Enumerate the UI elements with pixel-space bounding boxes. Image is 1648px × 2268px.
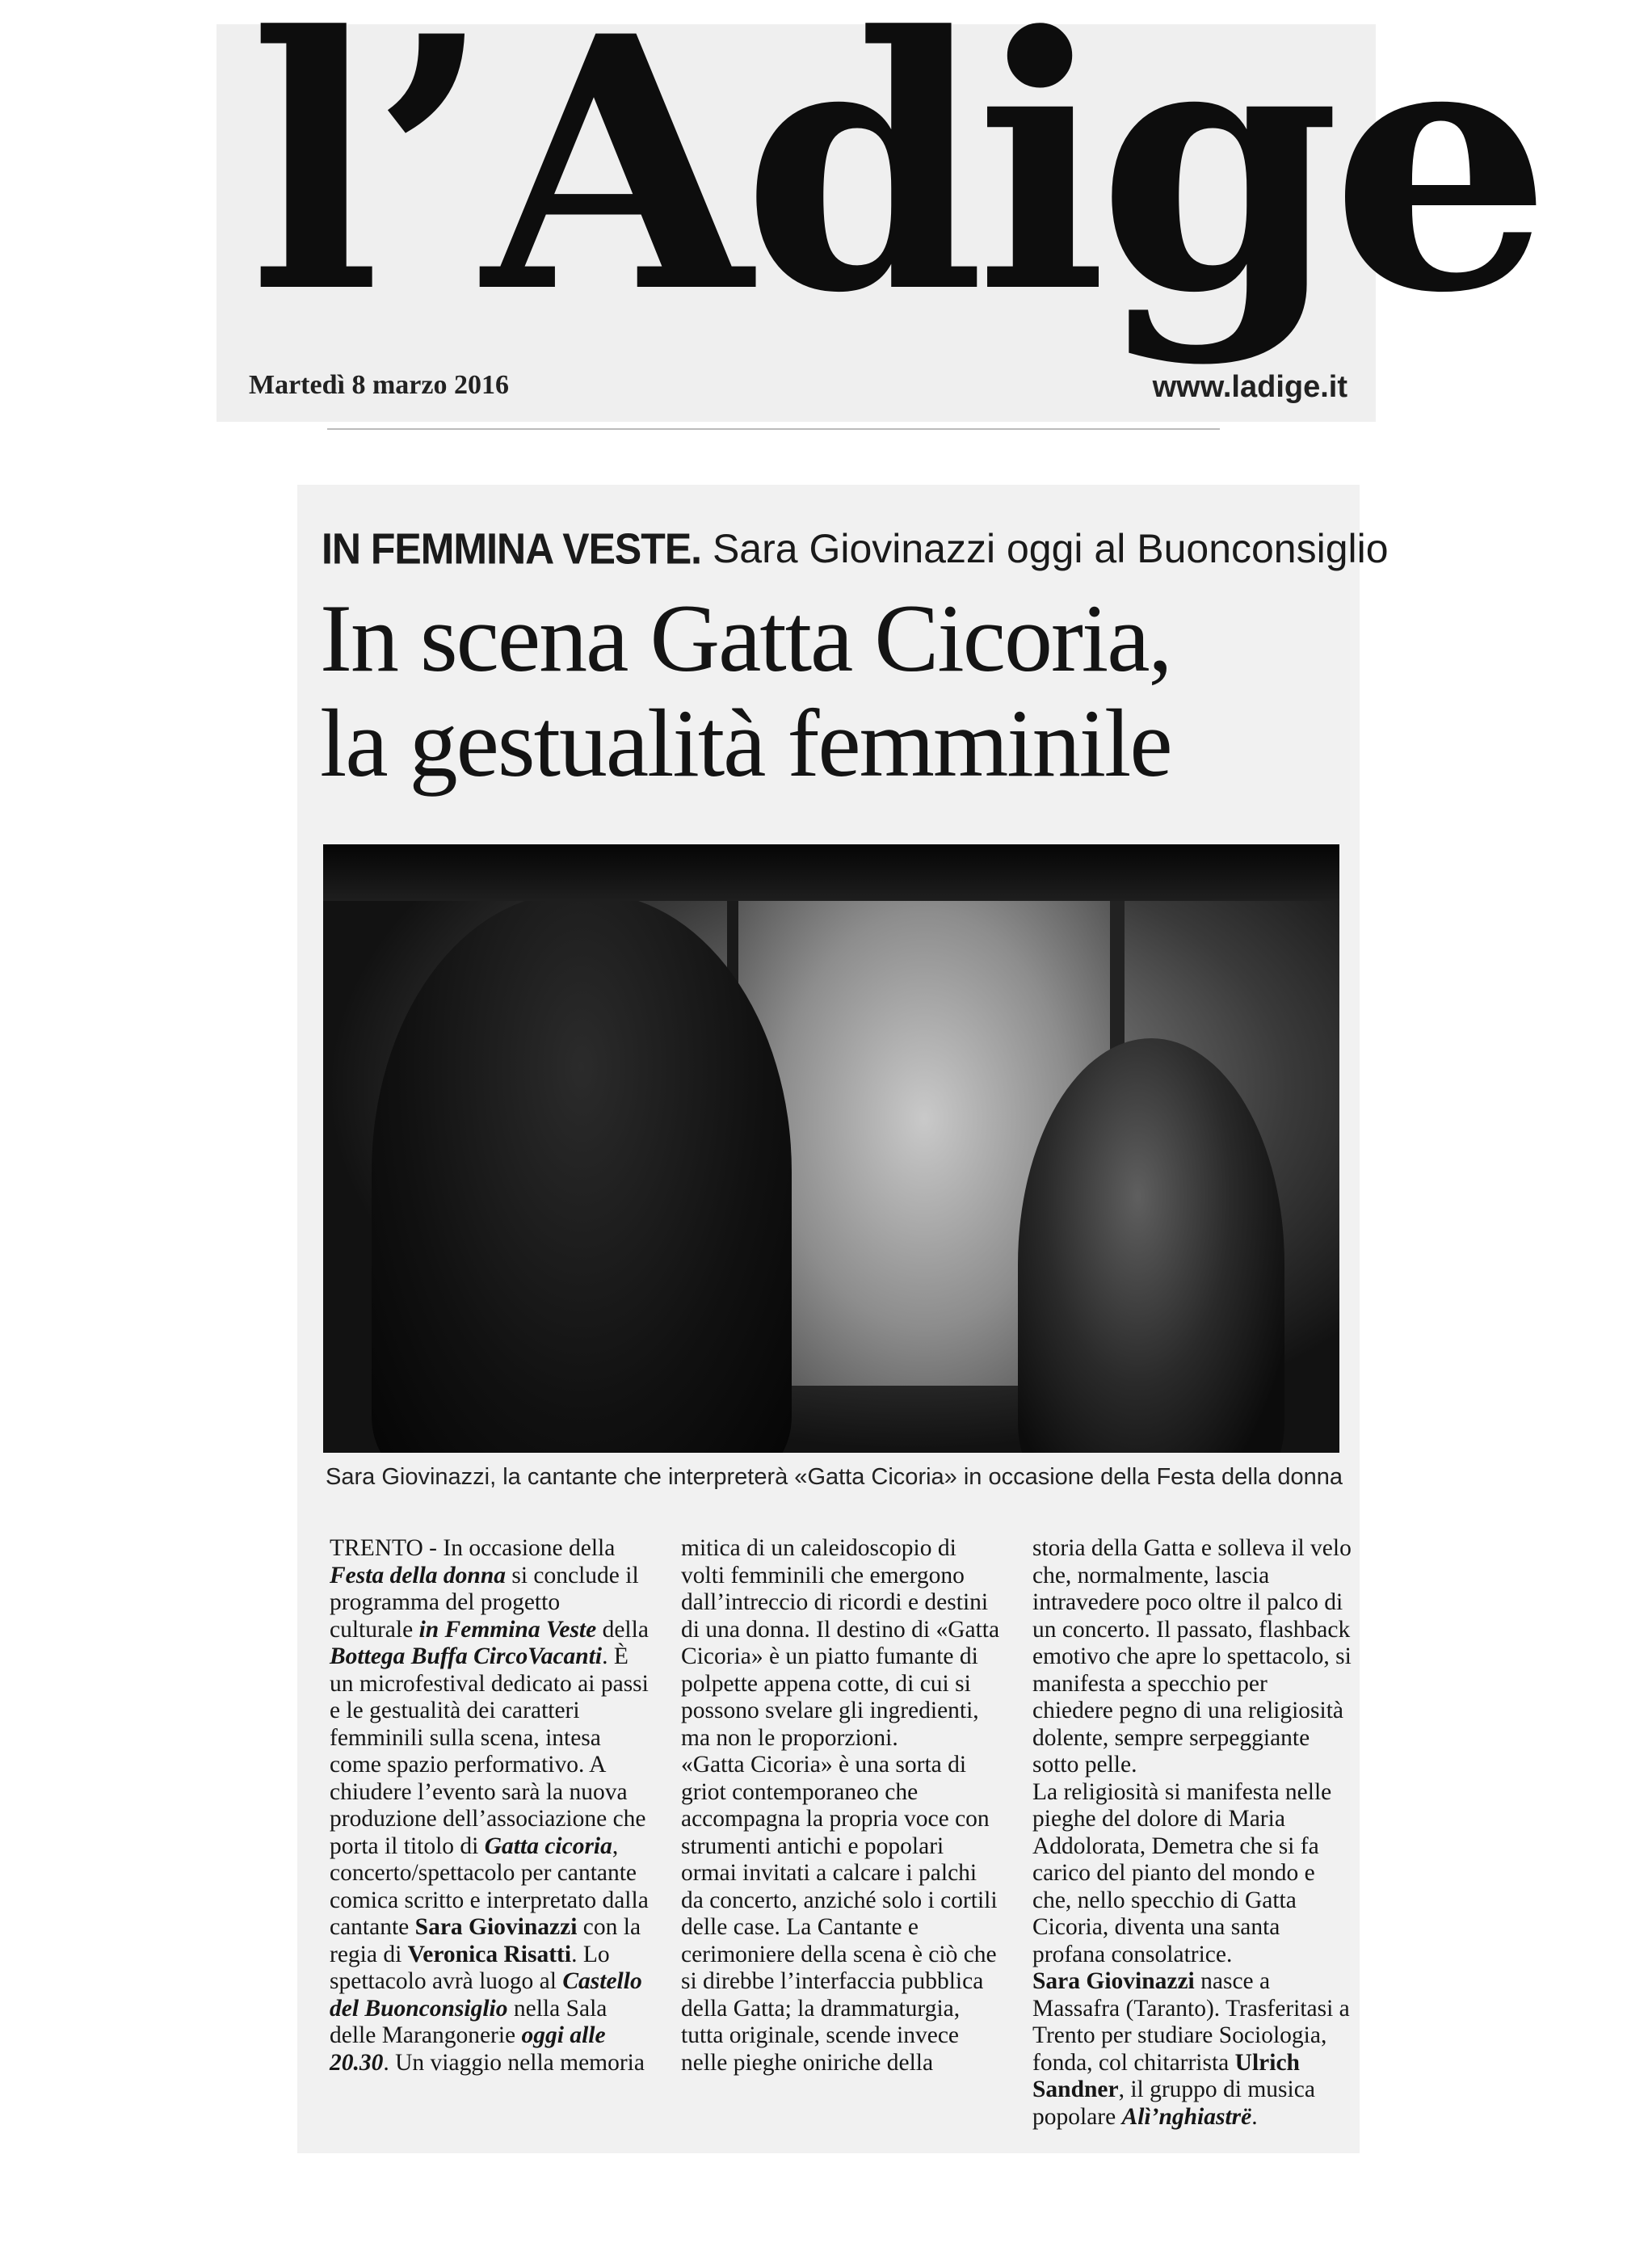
issue-date: Martedì 8 marzo 2016 (249, 370, 509, 400)
kicker (322, 524, 1389, 574)
photo-figure-silhouette (372, 893, 792, 1453)
photo-frame (323, 844, 1339, 901)
photo-caption: Sara Giovinazzi, la cantante che interpreterà «Gatta Cicoria» in occasione della Festa della donna (326, 1464, 1343, 1490)
body-paragraph: «Gatta Cicoria» è una sorta di griot contemporaneo che accompagna la propria voce con strumenti antichi e popolari ormai invitati a calcare i palchi da concerto, anziché solo i cortili delle case. La Cantante e cerimoniere della scena è ciò che si direbbe l’interfaccia pubblica della Gatta; la drammaturgia, tutta originale, scende invece nelle pieghe oniriche della (681, 1752, 998, 2076)
body-paragraph: mitica di un caleidoscopio di volti femminili che emergono dall’intreccio di ricordi e destini di una donna. Il destino di «Gatta Cicoria» è un piatto fumante di polpette appena cotte, di cui si possono svelare gli ingredienti, ma non le proporzioni. (681, 1535, 1000, 1751)
body-text: . Un viaggio nella memoria (383, 2049, 645, 2076)
newspaper-logo: l’Adige (249, 0, 1542, 369)
body-text: , il gruppo di musica popolare (1032, 2077, 1315, 2130)
headline-line-1: In scena Gatta Cicoria, (320, 584, 1171, 692)
body-text: , concerto/spettacolo per cantante comica scritto e interpretato dalla cantante (330, 1832, 649, 1940)
body-text: . Lo spettacolo avrà luogo al (330, 1941, 610, 1994)
kicker-label: IN FEMMINA VESTE. (322, 524, 702, 574)
website-url: www.ladige.it (1152, 370, 1347, 404)
body-paragraph (330, 1535, 649, 2077)
body-bold: Ulrich Sandner (1032, 2049, 1300, 2102)
article-photo (323, 844, 1339, 1453)
body-column-1 (330, 1535, 649, 2077)
body-text: della (596, 1616, 649, 1643)
body-column-3 (1032, 1535, 1352, 2131)
body-bold: Veronica Risatti (407, 1941, 572, 1967)
body-paragraph (1032, 1968, 1352, 2131)
kicker-text: Sara Giovinazzi oggi al Buonconsiglio (701, 526, 1389, 571)
body-emphasis: Bottega Buffa CircoVacanti (330, 1643, 603, 1669)
headline-line-2: la gestualità femminile (320, 689, 1171, 797)
body-bold: Sara Giovinazzi (414, 1914, 578, 1940)
body-paragraph: La religiosità si manifesta nelle pieghe del dolore di Maria Addolorata, Demetra che si fa carico del pianto del mondo e che, nello specchio di Gatta Cicoria, diventa una santa profana consolatrice. (1032, 1778, 1332, 1967)
body-emphasis: Gatta cicoria (484, 1832, 612, 1859)
body-emphasis: Alì’nghiastrë (1121, 2103, 1252, 2130)
body-emphasis: Castello del Buonconsiglio (330, 1968, 642, 2022)
body-emphasis: Festa della donna (330, 1562, 506, 1588)
body-text: nella Sala delle Marangonerie (330, 1995, 607, 2048)
body-text: TRENTO - In occasione della (330, 1535, 616, 1561)
body-emphasis: oggi alle 20.30 (330, 2022, 606, 2076)
body-text: nasce a Massafra (Taranto). Trasferitasi a Trento per studiare Sociologia, fonda, col chitarrista (1032, 1968, 1350, 2076)
body-text: si conclude il programma del progetto culturale (330, 1562, 639, 1643)
divider (327, 428, 1220, 430)
body-bold: Sara Giovinazzi (1032, 1968, 1195, 1994)
masthead (217, 0, 1542, 422)
headline (320, 586, 1346, 796)
body-paragraph: storia della Gatta e solleva il velo che, normalmente, lascia intravedere poco oltre il palco di un concerto. Il passato, flashback emotivo che apre lo spettacolo, si manifesta a specchio per chiedere pegno di una religiosità dolente, sempre serpeggiante sotto pelle. (1032, 1535, 1352, 1778)
body-text: . (1251, 2103, 1258, 2130)
body-text: con la regia di (330, 1914, 641, 1967)
body-emphasis: in Femmina Veste (418, 1616, 597, 1643)
body-text: . È un microfestival dedicato ai passi e le gestualità dei caratteri femminili sulla scena, intesa come spazio performativo. A chiudere l’evento sarà la nuova produzione dell’associazione che porta il titolo di (330, 1643, 649, 1859)
body-column-2 (681, 1535, 1000, 2077)
article (297, 485, 1389, 2153)
